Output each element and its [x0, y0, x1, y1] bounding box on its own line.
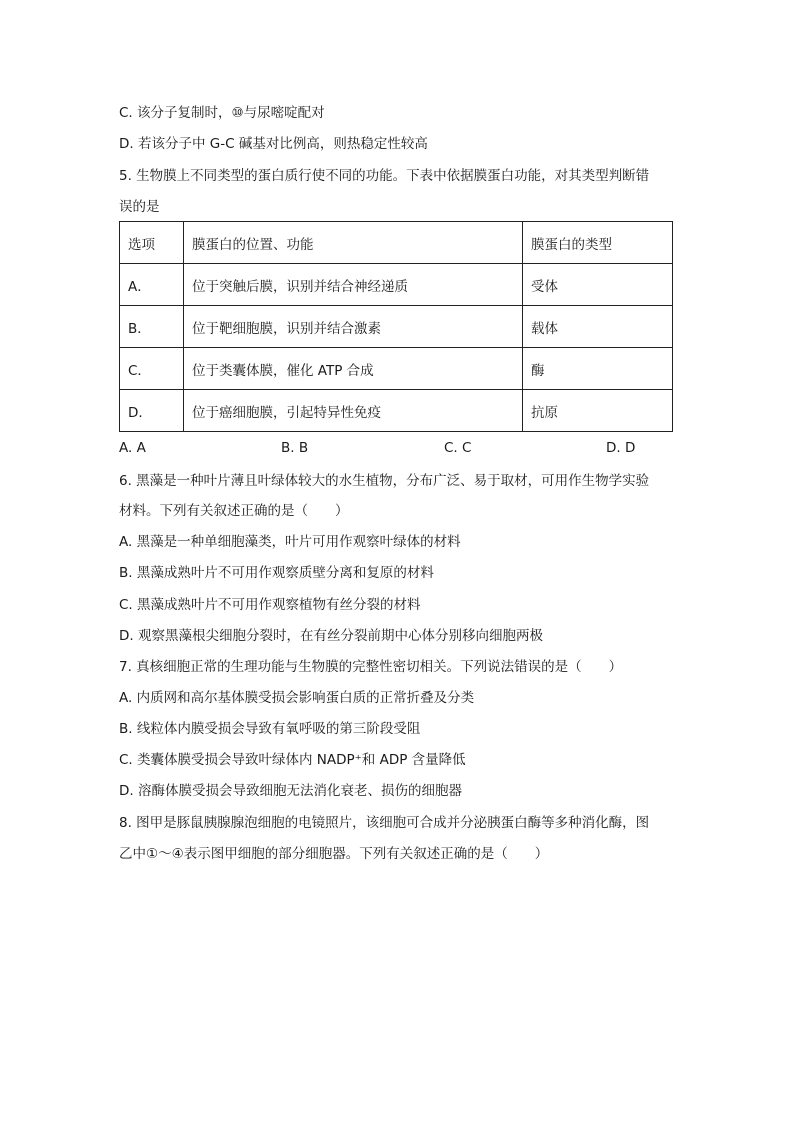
table-row [120, 390, 673, 432]
q7-option-a: A. 内质网和高尔基体膜受损会影响蛋白质的正常折叠及分类 [119, 690, 475, 706]
q5-option-d: D. D [606, 440, 636, 456]
q6-stem-line-1: 6. 黑藻是一种叶片薄且叶绿体较大的水生植物，分布广泛、易于取材，可用作生物学实验 [119, 473, 650, 489]
table-cell: 位于癌细胞膜，引起特异性免疫 [184, 390, 523, 432]
q8-stem-line-2: 乙中①～④表示图甲细胞的部分细胞器。下列有关叙述正确的是（ ） [119, 846, 549, 862]
q7-option-d: D. 溶酶体膜受损会导致细胞无法消化衰老、损伤的细胞器 [119, 783, 462, 799]
table-header-cell: 膜蛋白的位置、功能 [184, 222, 523, 264]
table-header-cell: 选项 [120, 222, 184, 264]
q5-option-b: B. B [281, 440, 309, 456]
table-cell: 酶 [523, 348, 673, 390]
table-cell: 受体 [523, 264, 673, 306]
table-cell: 位于靶细胞膜，识别并结合激素 [184, 306, 523, 348]
table-row [120, 264, 673, 306]
table-cell: 载体 [523, 306, 673, 348]
table-cell: 位于突触后膜，识别并结合神经递质 [184, 264, 523, 306]
table-header-row [120, 222, 673, 264]
table-cell: B． [120, 306, 184, 348]
q6-option-b: B. 黑藻成熟叶片不可用作观察质壁分离和复原的材料 [119, 565, 434, 581]
q4-option-d: D. 若该分子中 G-C 碱基对比例高，则热稳定性较高 [119, 136, 428, 152]
q8-stem-line-1: 8. 图甲是豚鼠胰腺腺泡细胞的电镜照片，该细胞可合成并分泌胰蛋白酶等多种消化酶，图 [119, 815, 650, 831]
table-cell: 抗原 [523, 390, 673, 432]
q6-option-d: D. 观察黑藻根尖细胞分裂时，在有丝分裂前期中心体分别移向细胞两极 [119, 628, 543, 644]
table-row [120, 348, 673, 390]
table-cell: A． [120, 264, 184, 306]
q6-option-a: A. 黑藻是一种单细胞藻类，叶片可用作观察叶绿体的材料 [119, 534, 461, 550]
table-header-cell: 膜蛋白的类型 [523, 222, 673, 264]
q5-option-a: A. A [119, 440, 146, 456]
q5-table [119, 221, 673, 432]
q5-option-c: C. C [444, 440, 472, 456]
table-cell: C． [120, 348, 184, 390]
table-row [120, 306, 673, 348]
q7-stem: 7. 真核细胞正常的生理功能与生物膜的完整性密切相关。下列说法错误的是（ ） [119, 659, 623, 675]
q7-option-b: B. 线粒体内膜受损会导致有氧呼吸的第三阶段受阻 [119, 721, 421, 737]
q6-stem-line-2: 材料。下列有关叙述正确的是（ ） [119, 503, 349, 519]
q7-option-c: C. 类囊体膜受损会导致叶绿体内 NADP⁺和 ADP 含量降低 [119, 752, 466, 768]
q5-stem-line-2: 误的是 [119, 199, 160, 215]
table-cell: D． [120, 390, 184, 432]
q4-option-c: C. 该分子复制时，⑩与尿嘧啶配对 [119, 105, 325, 121]
q6-option-c: C. 黑藻成熟叶片不可用作观察植物有丝分裂的材料 [119, 597, 421, 613]
q5-stem-line-1: 5. 生物膜上不同类型的蛋白质行使不同的功能。下表中依据膜蛋白功能，对其类型判断错 [119, 168, 650, 184]
table-cell: 位于类囊体膜，催化 ATP 合成 [184, 348, 523, 390]
